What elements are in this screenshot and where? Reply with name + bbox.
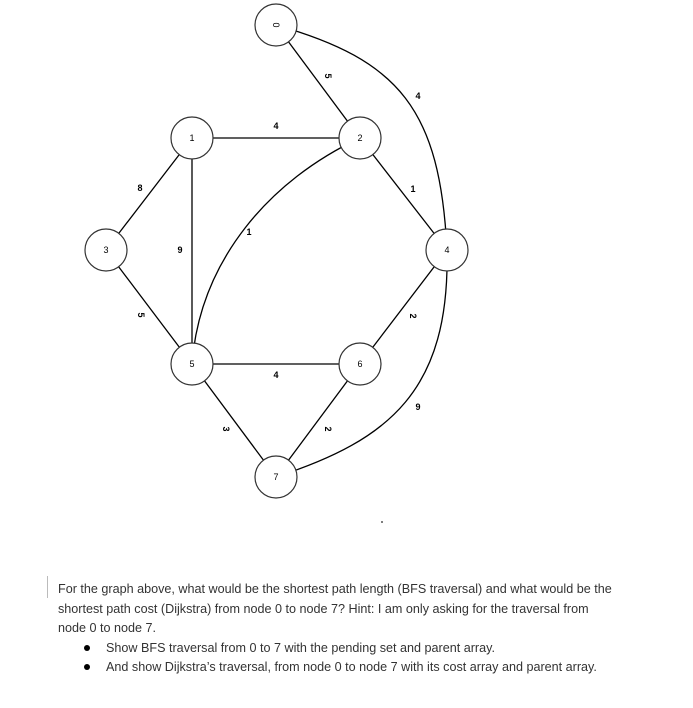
- node-0-label: 0: [271, 22, 281, 28]
- weight-5-7: 3: [221, 426, 231, 432]
- weight-0-4: 4: [415, 91, 421, 101]
- node-3-label: 3: [103, 245, 109, 255]
- node-7-label: 7: [273, 472, 279, 482]
- node-4-label: 4: [444, 245, 450, 255]
- question-block: [58, 580, 618, 678]
- weight-2-4: 1: [410, 184, 416, 194]
- node-4: [426, 229, 468, 271]
- node-6: [339, 343, 381, 385]
- node-1: [171, 117, 213, 159]
- weight-4-7: 9: [415, 402, 421, 412]
- node-7: [255, 456, 297, 498]
- node-2: [339, 117, 381, 159]
- weight-4-6: 2: [408, 313, 418, 319]
- weight-6-7: 2: [323, 426, 333, 432]
- bullet-text: And show Dijkstra’s traversal, from node 0 to node 7 with its cost array and parent array.: [106, 660, 597, 674]
- edge-2-5: [192, 138, 360, 364]
- node-2-label: 2: [357, 133, 363, 143]
- bullet-icon: [84, 664, 90, 670]
- weight-1-2: 4: [273, 121, 279, 131]
- weight-5-6: 4: [273, 370, 279, 380]
- bullet-icon: [84, 645, 90, 651]
- weight-1-3: 8: [137, 183, 143, 193]
- bullet-item: [58, 639, 618, 659]
- node-6-label: 6: [357, 359, 363, 369]
- question-bullets: [58, 639, 618, 678]
- bullet-text: Show BFS traversal from 0 to 7 with the pending set and parent array.: [106, 640, 495, 655]
- weight-3-5: 5: [136, 312, 146, 318]
- weight-0-2: 5: [323, 73, 333, 79]
- weight-1-5: 9: [177, 245, 183, 255]
- text-margin-rule: [47, 576, 48, 598]
- weight-2-5: 1: [246, 227, 252, 237]
- node-5: [171, 343, 213, 385]
- question-intro: For the graph above, what would be the shortest path length (BFS traversal) and what would be the shortest path cost (Dijkstra) from node 0 to node 7? Hint: I am only asking for the traversal from node 0 to node 7.: [58, 582, 612, 635]
- bullet-item: [58, 658, 618, 678]
- node-3: [85, 229, 127, 271]
- node-5-label: 5: [189, 359, 195, 369]
- node-0: [255, 4, 297, 46]
- stray-dot: [381, 521, 383, 523]
- node-1-label: 1: [189, 133, 195, 143]
